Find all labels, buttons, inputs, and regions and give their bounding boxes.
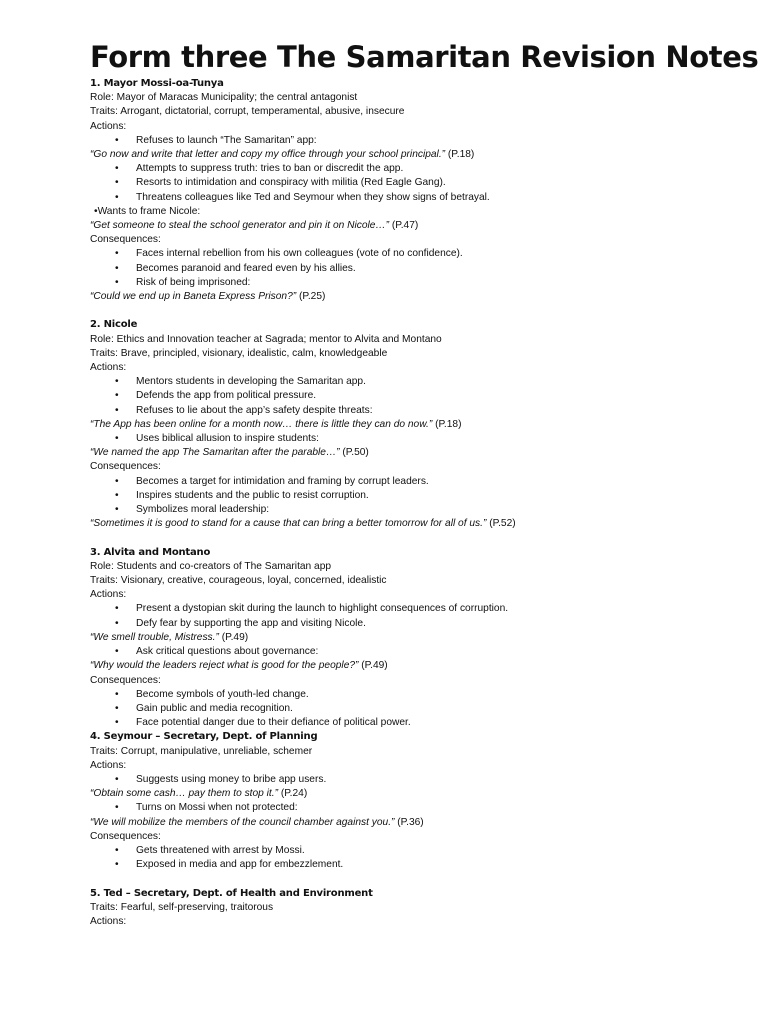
traits-line: Traits: Corrupt, manipulative, unreliable, schemer — [90, 745, 313, 757]
section-spacer — [90, 872, 730, 886]
list-item: • Faces internal rebellion from his own colleagues (vote of no confidence). — [90, 247, 730, 261]
bullet-icon: • — [115, 702, 119, 714]
bullet-icon: • — [115, 646, 119, 658]
bullet-icon: • — [115, 688, 119, 700]
section-heading: 1. Mayor Mossi-oa-Tunya — [90, 78, 224, 89]
list-item: • Symbolizes moral leadership: — [90, 503, 730, 517]
list-item: • Become symbols of youth-led change. — [90, 688, 730, 702]
section-heading: 4. Seymour – Secretary, Dept. of Planning — [90, 731, 318, 743]
document-title: Form three The Samaritan Revision Notes — [90, 40, 759, 74]
quote-line: “The App has been online for a month now… there is little they can do now.” (P.18) — [90, 418, 462, 430]
section-mayor-mossi — [90, 77, 730, 304]
consequences-label: Consequences: — [90, 234, 161, 246]
page-reference: (P.49) — [218, 631, 249, 643]
bullet-icon: • — [115, 717, 119, 729]
document-page — [90, 38, 759, 929]
traits-line: Traits: Arrogant, dictatorial, corrupt, temperamental, abusive, insecure — [90, 106, 405, 118]
traits-line: Traits: Fearful, self-preserving, traitorous — [90, 901, 274, 913]
bullet-icon: • — [115, 177, 119, 189]
list-item: • Refuses to launch “The Samaritan” app: — [90, 134, 730, 148]
consequences-label: Consequences: — [90, 674, 161, 686]
bullet-icon: • — [115, 802, 119, 814]
consequences-label: Consequences: — [90, 830, 161, 842]
page-reference: (P.49) — [358, 660, 388, 672]
page-reference: (P.24) — [277, 788, 308, 800]
bullet-icon: • — [115, 191, 119, 203]
bullet-icon: • — [115, 404, 119, 416]
list-item: • Gets threatened with arrest by Mossi. — [90, 844, 730, 858]
bullet-icon: • — [115, 504, 119, 516]
actions-label: Actions: — [90, 362, 127, 374]
page-reference: (P.18) — [432, 418, 462, 430]
list-item: • Defy fear by supporting the app and visiting Nicole. — [90, 617, 730, 631]
section-seymour — [90, 730, 730, 872]
bullet-icon: • — [115, 390, 119, 402]
quote-line: “Could we end up in Baneta Express Prison?” (P.25) — [90, 291, 326, 303]
section-spacer — [90, 531, 730, 545]
bullet-icon: • — [115, 163, 119, 175]
bullet-icon: • — [115, 603, 119, 615]
section-heading: 3. Alvita and Montano — [90, 546, 211, 558]
list-item: • Attempts to suppress truth: tries to ban or discredit the app. — [90, 162, 730, 176]
list-item: • Risk of being imprisoned: — [90, 276, 730, 290]
section-nicole — [90, 318, 730, 531]
consequences-label: Consequences: — [90, 461, 161, 473]
list-item: • Refuses to lie about the app’s safety despite threats: — [90, 404, 730, 418]
role-line: Role: Ethics and Innovation teacher at Sagrada; mentor to Alvita and Montano — [90, 333, 442, 345]
bullet-icon: • — [115, 376, 119, 388]
section-heading: 2. Nicole — [90, 319, 138, 331]
bullet-icon: • — [115, 489, 119, 501]
section-ted — [90, 887, 730, 930]
list-item: • Threatens colleagues like Ted and Seymour when they show signs of betrayal. — [90, 191, 730, 205]
bullet-icon: • — [115, 433, 119, 445]
quote-line: “Sometimes it is good to stand for a cause that can bring a better tomorrow for all of us.” (P.52) — [90, 518, 516, 530]
traits-line: Traits: Visionary, creative, courageous, loyal, concerned, idealistic — [90, 575, 387, 587]
page-reference: (P.50) — [339, 447, 369, 459]
quote-line: “We will mobilize the members of the council chamber against you.” (P.36) — [90, 816, 424, 828]
list-item: • Becomes a target for intimidation and framing by corrupt leaders. — [90, 475, 730, 489]
bullet-icon: • — [115, 248, 119, 260]
list-item: • Turns on Mossi when not protected: — [90, 801, 730, 815]
list-item: •Wants to frame Nicole: — [94, 205, 201, 217]
page-reference: (P.52) — [486, 518, 516, 530]
bullet-icon: • — [115, 773, 119, 785]
list-item: • Present a dystopian skit during the launch to highlight consequences of corruption. — [90, 602, 730, 616]
page-reference: (P.18) — [445, 149, 475, 161]
page-reference: (P.47) — [389, 220, 419, 232]
bullet-icon: • — [115, 617, 119, 629]
page-reference: (P.36) — [394, 816, 424, 828]
bullet-icon: • — [115, 844, 119, 856]
traits-line: Traits: Brave, principled, visionary, idealistic, calm, knowledgeable — [90, 347, 388, 359]
list-item: • Gain public and media recognition. — [90, 702, 730, 716]
quote-line: “We named the app The Samaritan after the parable…” (P.50) — [90, 447, 369, 459]
actions-label: Actions: — [90, 120, 127, 132]
bullet-icon: • — [115, 475, 119, 487]
actions-label: Actions: — [90, 759, 127, 771]
list-item: • Defends the app from political pressure. — [90, 389, 730, 403]
section-heading: 5. Ted – Secretary, Dept. of Health and Environment — [90, 887, 373, 899]
bullet-icon: • — [115, 859, 119, 871]
bullet-icon: • — [115, 262, 119, 274]
role-line: Role: Students and co-creators of The Samaritan app — [90, 560, 332, 572]
list-item: • Becomes paranoid and feared even by his allies. — [90, 262, 730, 276]
list-item: • Uses biblical allusion to inspire students: — [90, 432, 730, 446]
list-item: • Face potential danger due to their defiance of political power. — [90, 716, 730, 730]
section-spacer — [90, 304, 730, 318]
list-item: • Exposed in media and app for embezzlement. — [90, 858, 730, 872]
quote-line: “Obtain some cash… pay them to stop it.” (P.24) — [90, 788, 308, 800]
quote-line: “Go now and write that letter and copy my office through your school principal.” (P.18) — [90, 149, 475, 161]
quote-line: “We smell trouble, Mistress.” (P.49) — [90, 631, 249, 643]
bullet-icon: • — [115, 134, 119, 146]
actions-label: Actions: — [90, 915, 127, 927]
quote-line: “Get someone to steal the school generator and pin it on Nicole…” (P.47) — [90, 220, 419, 232]
page-reference: (P.25) — [296, 291, 326, 303]
actions-label: Actions: — [90, 589, 127, 601]
bullet-icon: • — [115, 276, 119, 288]
section-alvita-montano — [90, 546, 730, 731]
list-item: • Suggests using money to bribe app users. — [90, 773, 730, 787]
quote-line: “Why would the leaders reject what is good for the people?” (P.49) — [90, 660, 388, 672]
list-item: • Mentors students in developing the Samaritan app. — [90, 375, 730, 389]
role-line: Role: Mayor of Maracas Municipality; the central antagonist — [90, 92, 358, 104]
list-item: • Inspires students and the public to resist corruption. — [90, 489, 730, 503]
list-item: • Ask critical questions about governance: — [90, 645, 730, 659]
list-item: • Resorts to intimidation and conspiracy with militia (Red Eagle Gang). — [90, 176, 730, 190]
